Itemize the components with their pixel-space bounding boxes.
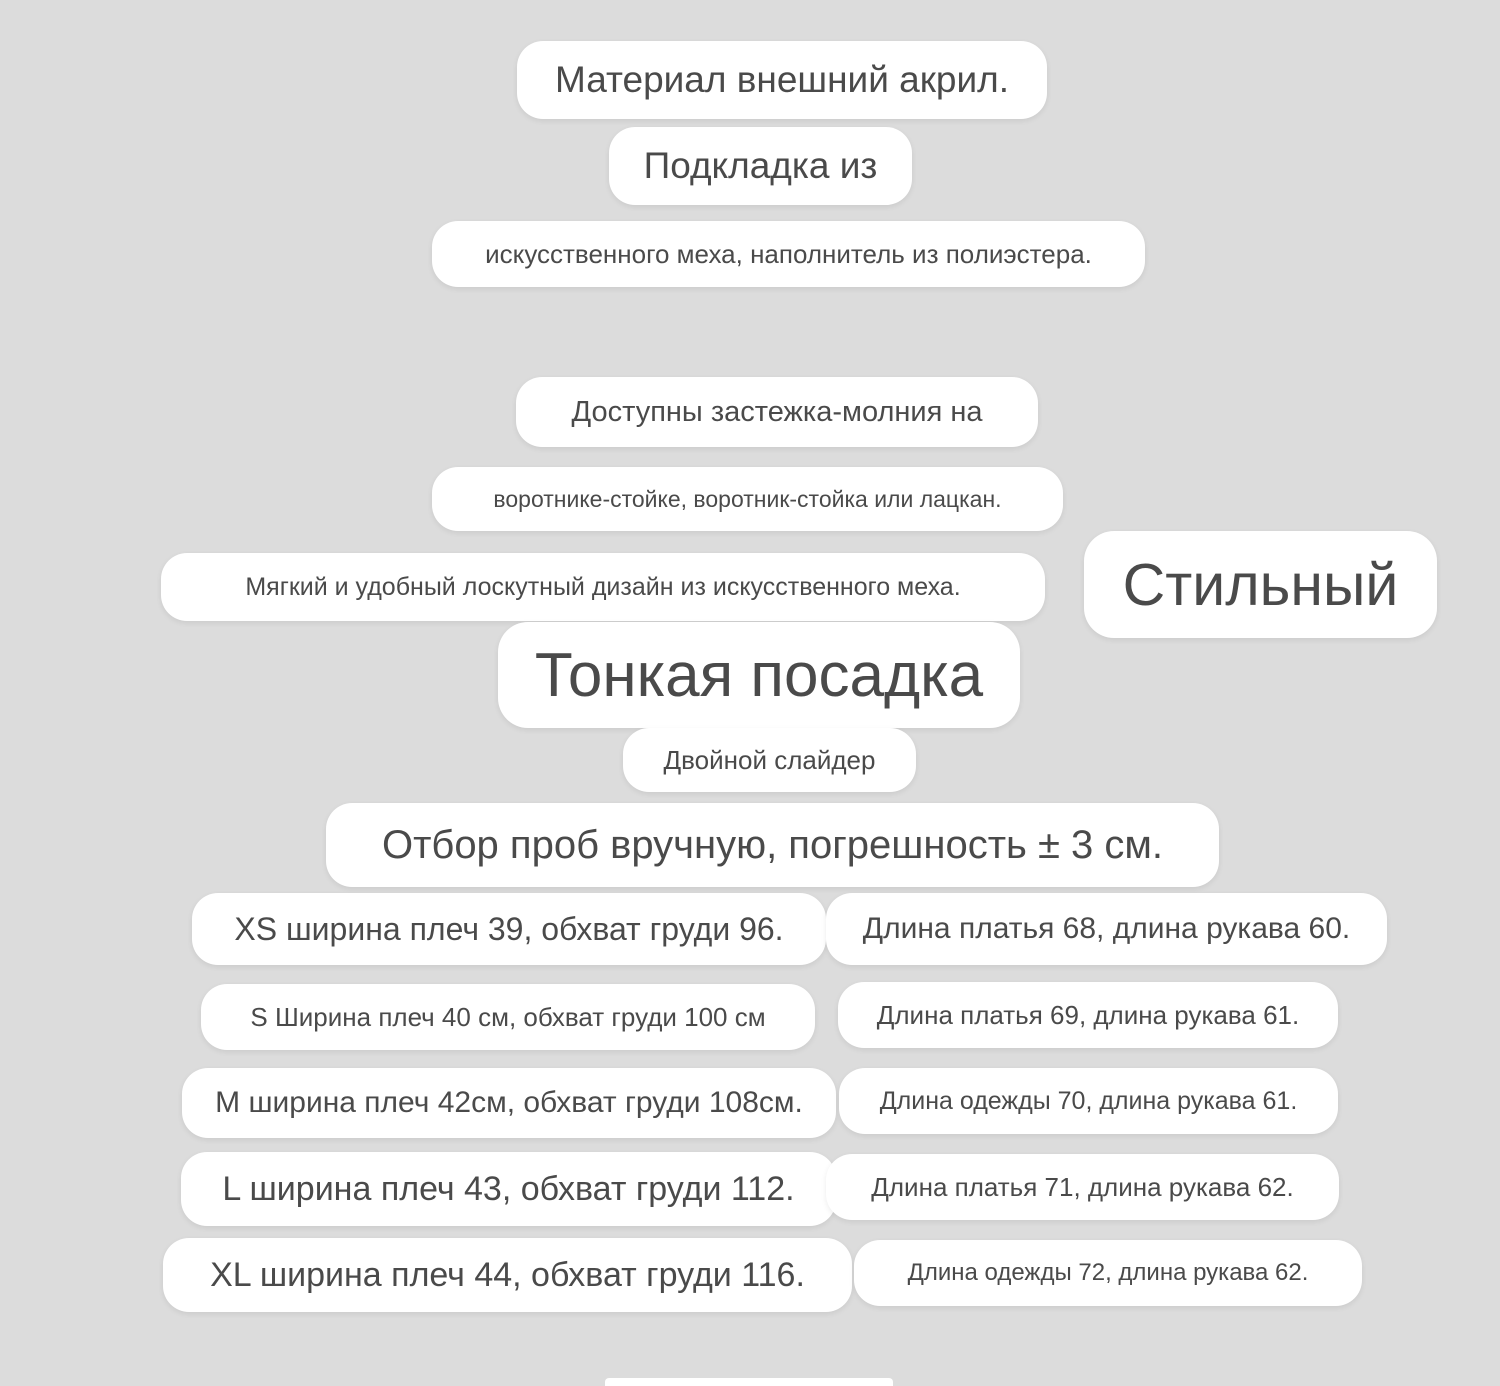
size-m-body: M ширина плеч 42см, обхват груди 108см. — [182, 1068, 836, 1138]
fit-badge: Тонкая посадка — [498, 622, 1020, 728]
material-line-2: Подкладка из — [609, 127, 912, 205]
style-badge: Стильный — [1084, 531, 1437, 638]
size-s-body: S Ширина плеч 40 см, обхват груди 100 см — [201, 984, 815, 1050]
bottom-edge-strip — [605, 1378, 893, 1386]
size-xl-length: Длина одежды 72, длина рукава 62. — [854, 1240, 1362, 1306]
size-l-length: Длина платья 71, длина рукава 62. — [826, 1154, 1339, 1220]
closure-line-1: Доступны застежка-молния на — [516, 377, 1038, 447]
material-line-3: искусственного меха, наполнитель из полиэстера. — [432, 221, 1145, 287]
zipper-note: Двойной слайдер — [623, 728, 916, 792]
material-line-1: Материал внешний акрил. — [517, 41, 1047, 119]
measurement-note: Отбор проб вручную, погрешность ± 3 см. — [326, 803, 1219, 887]
size-m-length: Длина одежды 70, длина рукава 61. — [839, 1068, 1338, 1134]
size-xl-body: XL ширина плеч 44, обхват груди 116. — [163, 1238, 852, 1312]
size-s-length: Длина платья 69, длина рукава 61. — [838, 982, 1338, 1048]
size-l-body: L ширина плеч 43, обхват груди 112. — [181, 1152, 836, 1226]
design-description: Мягкий и удобный лоскутный дизайн из искусственного меха. — [161, 553, 1045, 621]
closure-line-2: воротнике-стойке, воротник-стойка или лацкан. — [432, 467, 1063, 531]
size-xs-length: Длина платья 68, длина рукава 60. — [826, 893, 1387, 965]
size-xs-body: XS ширина плеч 39, обхват груди 96. — [192, 893, 826, 965]
